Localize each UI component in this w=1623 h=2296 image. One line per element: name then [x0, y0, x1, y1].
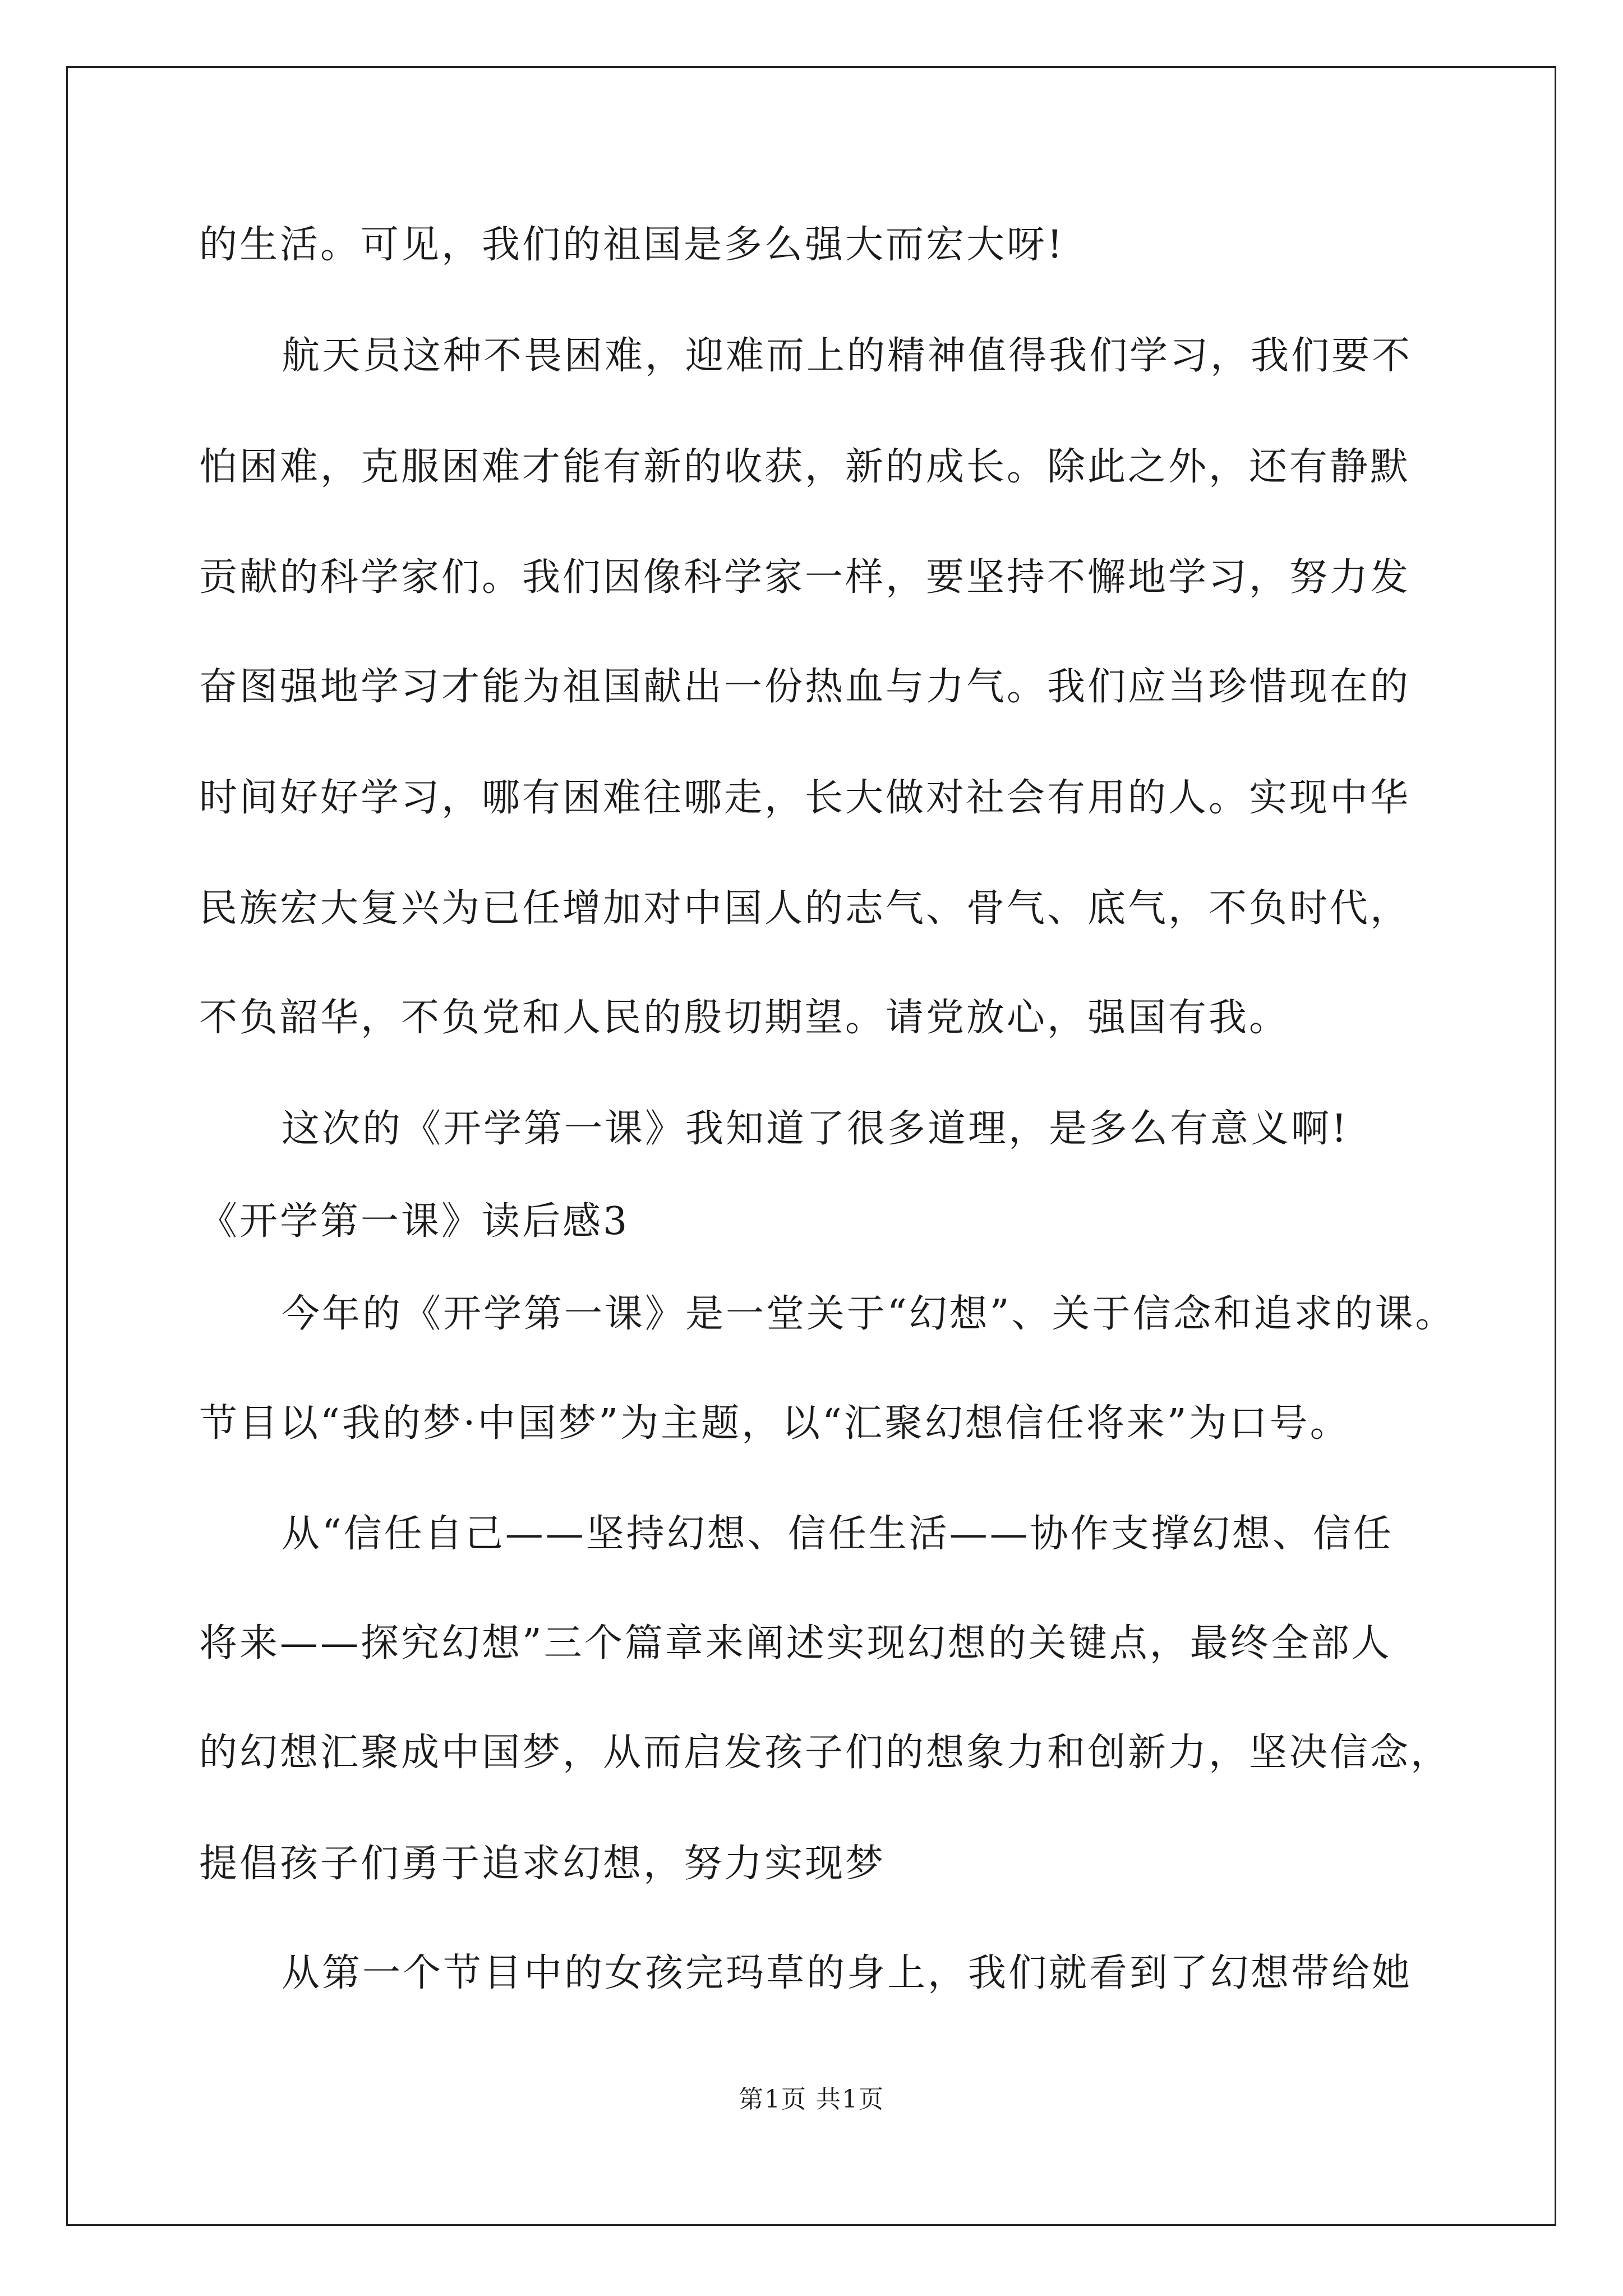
page-footer: 第1页 共1页 — [739, 2085, 884, 2114]
text-line-16: 提倡孩子们勇于追求幻想，努力实现梦 — [199, 1842, 886, 1886]
text-line-8: 不负韶华，不负党和人民的殷切期望。请党放心，强国有我。 — [199, 996, 1290, 1040]
text-line-4: 贡献的科学家们。我们因像科学家一样，要坚持不懈地学习，努力发 — [199, 555, 1411, 600]
text-line-5: 奋图强地学习才能为祖国献出一份热血与力气。我们应当珍惜现在的 — [199, 665, 1411, 709]
text-line-6: 时间好好学习，哪有困难往哪走，长大做对社会有用的人。实现中华 — [199, 776, 1411, 820]
text-line-7: 民族宏大复兴为已任增加对中国人的志气、骨气、底气，不负时代， — [199, 886, 1411, 931]
text-line-17: 从第一个节目中的女孩完玛草的身上，我们就看到了幻想带给她 — [282, 1951, 1413, 1995]
text-line-2: 航天员这种不畏困难，迎难而上的精神值得我们学习，我们要不 — [282, 334, 1413, 378]
text-line-9: 这次的《开学第一课》我知道了很多道理，是多么有意义啊! — [282, 1107, 1349, 1151]
text-line-11: 今年的《开学第一课》是一堂关于“幻想”、关于信念和追求的课。 — [282, 1292, 1456, 1336]
text-line-14: 将来——探究幻想”三个篇章来阐述实现幻想的关键点，最终全部人 — [199, 1621, 1392, 1665]
text-line-12: 节目以“我的梦·中国梦”为主题，以“汇聚幻想信任将来”为口号。 — [199, 1401, 1350, 1446]
text-line-3: 怕困难，克服困难才能有新的收获，新的成长。除此之外，还有静默 — [199, 445, 1411, 489]
text-line-13: 从“信任自己——坚持幻想、信任生活——协作支撑幻想、信任 — [282, 1512, 1394, 1556]
text-line-15: 的幻想汇聚成中国梦，从而启发孩子们的想象力和创新力，坚决信念， — [199, 1731, 1451, 1775]
section-heading: 《开学第一课》读后感3 — [199, 1199, 630, 1244]
text-line-1: 的生活。可见，我们的祖国是多么强大而宏大呀! — [199, 223, 1065, 267]
